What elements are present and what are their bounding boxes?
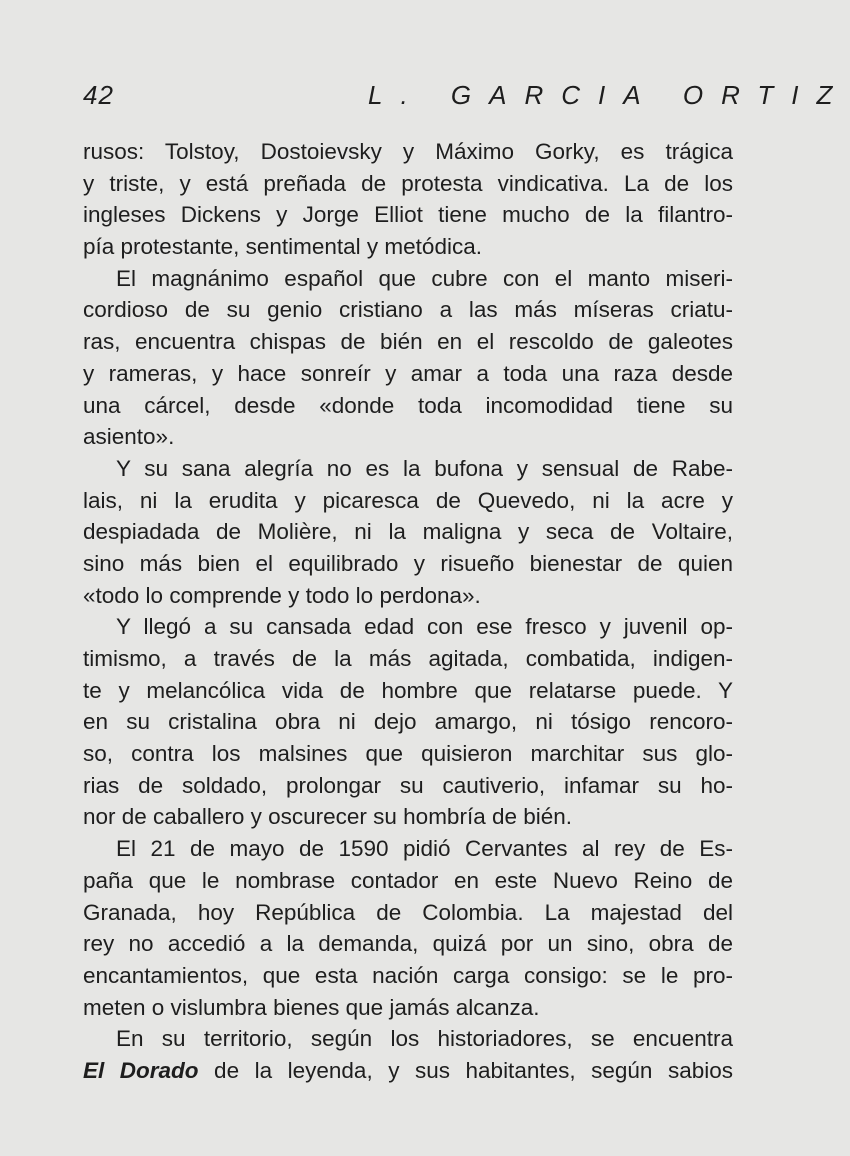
text-line: pía protestante, sentimental y metódica. [83,234,482,260]
page-header [83,76,850,116]
text-line: y rameras, y hace sonreír y amar a toda una raza desde [83,360,733,386]
text-line: En su territorio, según los historiadores, se encuentra [116,1026,733,1052]
text-line: encantamientos, que esta nación carga consigo: se le pro- [83,962,733,988]
text-line: paña que le nombrase contador en este Nuevo Reino de [83,867,733,893]
text-line: so, contra los malsines que quisieron marchitar sus glo- [83,741,733,767]
text-line: ras, encuentra chispas de bién en el rescoldo de galeotes [83,329,733,355]
text-line: ingleses Dickens y Jorge Elliot tiene mucho de la filantro- [83,202,733,228]
italic-phrase: El Dorado [83,1057,199,1083]
text-line: nor de caballero y oscurecer su hombría de bién. [83,804,573,830]
page-number: 42 [83,80,114,110]
text-line: lais, ni la erudita y picaresca de Quevedo, ni la acre y [83,487,733,513]
text-line: rias de soldado, prolongar su cautiverio, infamar su ho- [83,772,733,798]
text-line: cordioso de su genio cristiano a las más míseras criatu- [83,297,733,323]
text-line: timismo, a través de la más agitada, combatida, indigen- [83,646,733,671]
text-line: Y su sana alegría no es la bufona y sensual de Rabe- [116,455,733,481]
text-line: meten o vislumbra bienes que jamás alcanza. [83,994,540,1020]
text-line [83,1055,733,1087]
text-line: El 21 de mayo de 1590 pidió Cervantes al rey de Es- [116,836,733,862]
text-line: Granada, hoy República de Colombia. La majestad del [83,899,733,925]
text-line: rusos: Tolstoy, Dostoievsky y Máximo Gorky, es trágica [83,139,733,164]
text-line: asiento». [83,424,175,450]
text-line: una cárcel, desde «donde toda incomodidad tiene su [83,392,733,418]
text-line: El magnánimo español que cubre con el manto miseri- [116,265,733,291]
text-line-rest: de la leyenda, y sus habitantes, según sabios [198,1057,733,1083]
text-line: te y melancólica vida de hombre que relatarse puede. Y [83,677,733,703]
text-line: y triste, y está preñada de protesta vindicativa. La de los [83,170,733,196]
text-line: sino más bien el equilibrado y risueño bienestar de quien [83,550,733,576]
running-head: L. GARCIA ORTIZ [368,80,850,110]
text-line: rey no accedió a la demanda, quizá por un sino, obra de [83,931,733,957]
text-line: Y llegó a su cansada edad con ese fresco y juvenil op- [116,614,733,640]
text-line: «todo lo comprende y todo lo perdona». [83,582,481,608]
body-text [83,136,733,1087]
text-line: despiadada de Molière, ni la maligna y seca de Voltaire, [83,519,733,545]
text-line: en su cristalina obra ni dejo amargo, ni tósigo rencoro- [83,709,733,735]
